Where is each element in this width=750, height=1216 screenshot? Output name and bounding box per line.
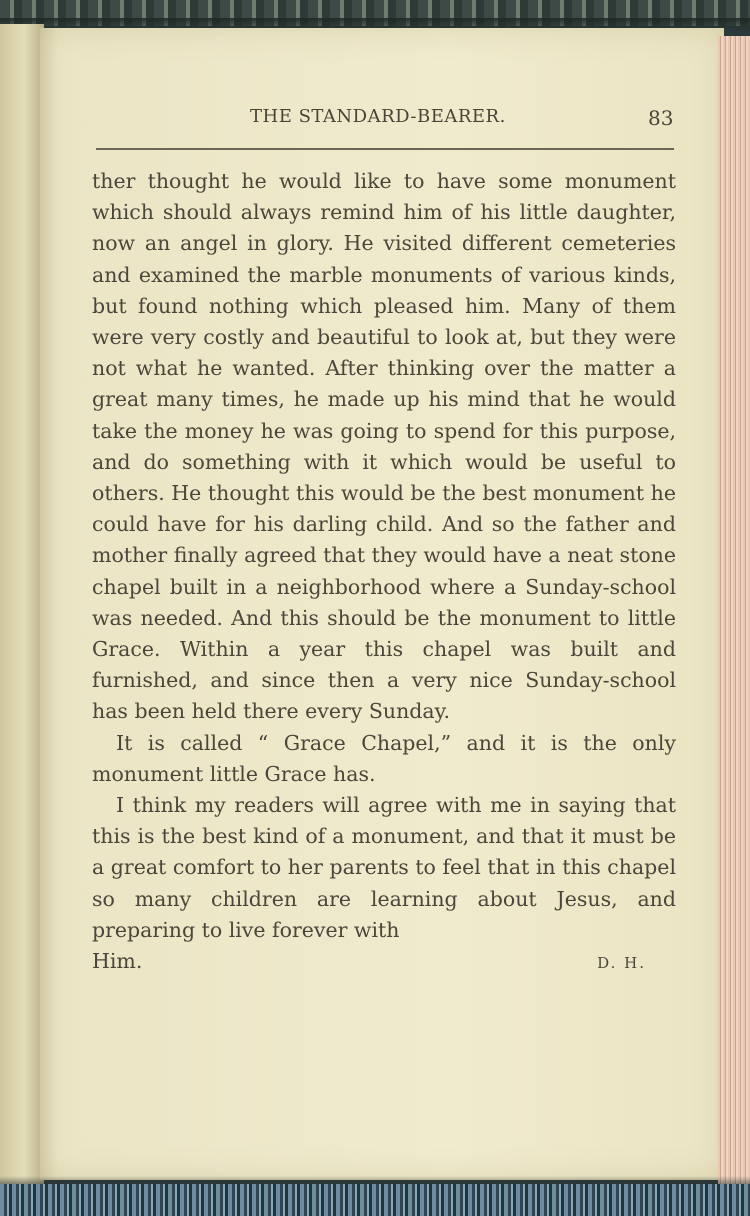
- closing-line: [92, 946, 676, 977]
- paragraph-grace-chapel: It is called “ Grace Chapel,” and it is the only monument little Grace has.: [92, 730, 676, 786]
- header-rule: [96, 148, 674, 150]
- facing-page-edge: [0, 24, 44, 1184]
- book-binding-bottom: [0, 1184, 750, 1216]
- page-header: [40, 106, 724, 136]
- paragraph-continued: ther thought he would like to have some monument which should always remind him of his little daughter, now an angel in glory. He visited different cemeteries and examined the marble monuments of various kinds, but found nothing which pleased him. Many of them were very costly and beautiful to look at, but they were not what he wanted. After thinking over the matter a great many times, he made up his mind that he would take the money he was going to spend for this purpose, and do something with it which would be useful to others. He thought this would be the best monument he could have for his darling child. And so the father and mother finally agreed that they would have a neat stone chapel built in a neighborhood where a Sunday-school was needed. And this should be the monument to little Grace. Within a year this chapel was built and furnished, and since then a very nice Sunday-school has been held there every Sunday.: [92, 169, 676, 724]
- paragraph-closing: I think my readers will agree with me in saying that this is the best kind of a monument, and that it must be a great comfort to her parents to feel that in this chapel so many children are learning about Jesus, and preparing to live forever with: [92, 793, 676, 942]
- page-stack-edge: [718, 36, 750, 1186]
- page-number: 83: [648, 106, 674, 130]
- body-text: [92, 166, 676, 977]
- running-title: THE STANDARD-BEARER.: [250, 106, 506, 127]
- author-initials: D. H.: [597, 954, 646, 973]
- closing-word: Him.: [92, 949, 143, 974]
